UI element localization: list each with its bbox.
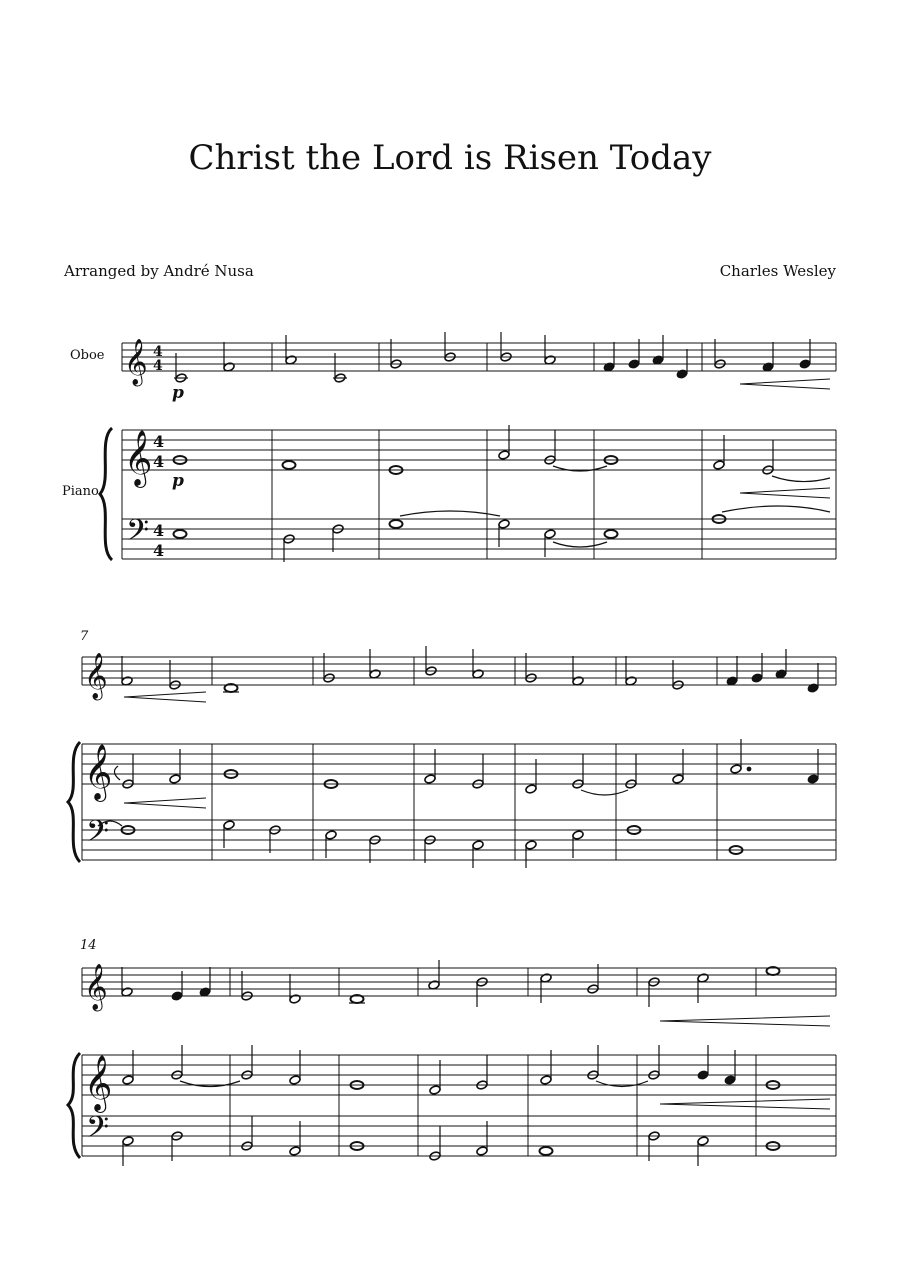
svg-text:4: 4 (153, 432, 165, 451)
piano-brace (68, 742, 80, 862)
crescendo-hairpin (740, 488, 830, 498)
svg-text:4: 4 (153, 521, 165, 540)
dynamic-p: p (172, 383, 184, 403)
piano-label: Piano (62, 484, 99, 499)
treble-clef-icon: 𝄞 (124, 430, 153, 486)
decrescendo-hairpin (124, 798, 206, 808)
bass-clef-icon: 𝄢 (126, 514, 150, 555)
composer-credit: Charles Wesley (719, 262, 836, 280)
bass-clef-icon: 𝄢 (86, 815, 110, 856)
measure-number-7: 7 (80, 629, 89, 644)
piano-brace (68, 1053, 80, 1158)
system-3 (68, 960, 836, 1166)
arranger-credit: Arranged by André Nusa (64, 262, 254, 280)
decrescendo-hairpin (124, 692, 206, 702)
oboe-staff-1 (122, 343, 836, 371)
svg-text:4: 4 (153, 452, 165, 471)
piano-brace (100, 428, 112, 560)
crescendo-hairpin (740, 379, 830, 389)
system-2 (68, 646, 836, 868)
oboe-label: Oboe (70, 348, 105, 363)
svg-text:4: 4 (153, 344, 163, 360)
piano-treble-staff-1 (122, 430, 836, 559)
treble-clef-icon: 𝄞 (124, 339, 148, 385)
svg-text:4: 4 (153, 358, 163, 374)
treble-clef-icon: 𝄞 (84, 744, 113, 800)
oboe-notes-1 (174, 332, 811, 383)
crescendo-hairpin (660, 1016, 830, 1026)
treble-clef-icon: 𝄞 (84, 1055, 113, 1111)
treble-clef-icon: 𝄞 (84, 964, 108, 1010)
dynamic-p: p (172, 471, 184, 491)
treble-clef-icon: 𝄞 (84, 653, 108, 699)
measure-number-14: 14 (80, 938, 97, 953)
decrescendo-hairpin (660, 1099, 830, 1109)
system-1 (100, 332, 836, 562)
svg-text:4: 4 (153, 541, 165, 560)
score-title: Christ the Lord is Risen Today (188, 138, 712, 178)
bass-clef-icon: 𝄢 (86, 1111, 110, 1152)
